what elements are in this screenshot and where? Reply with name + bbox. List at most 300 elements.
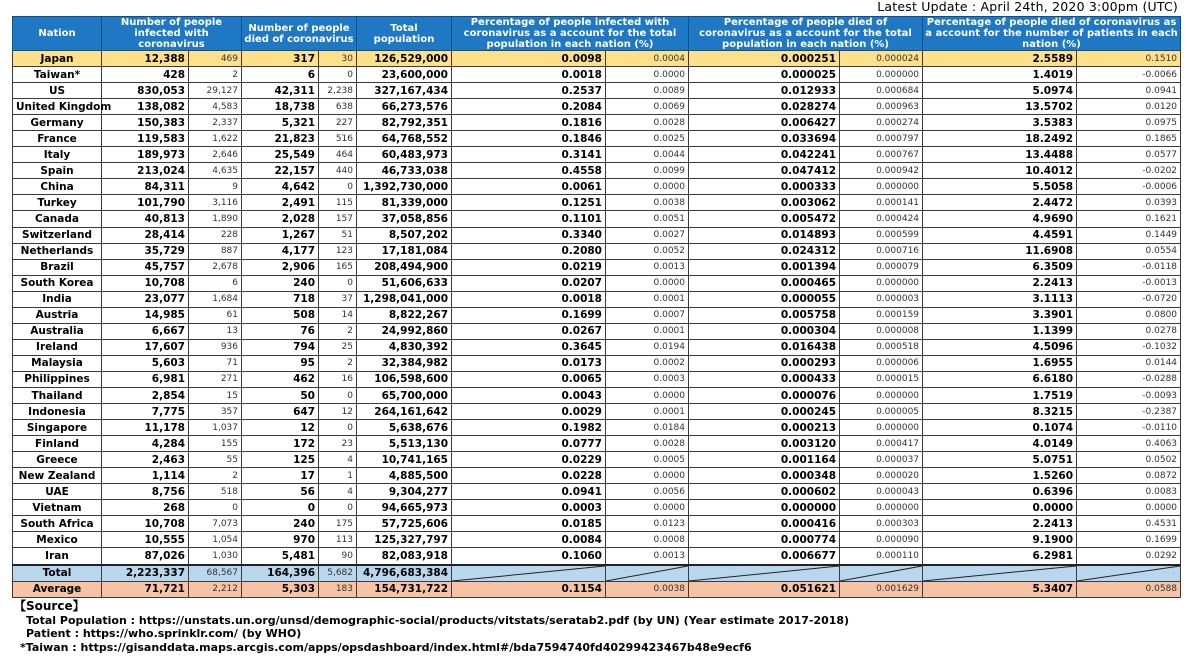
cell-died-pop-pct-change: 0.000003 [840, 291, 923, 307]
cell-total-population: 66,273,576 [357, 99, 452, 115]
cell-infected-pct: 0.0061 [452, 179, 606, 195]
cell-died: 794 [242, 339, 319, 355]
cell-died-patient-pct-change: 0.0554 [1077, 243, 1181, 259]
cell-infected-change: 71 [189, 355, 242, 371]
cell-died-pop-pct-change: 0.000000 [840, 420, 923, 436]
cell-died-patient-pct: 2.2413 [923, 275, 1077, 291]
cell-died-change: 30 [319, 51, 357, 67]
cell-died: 22,157 [242, 163, 319, 179]
cell-infected: 213,024 [102, 163, 189, 179]
cell-total-population: 4,830,392 [357, 339, 452, 355]
cell-nation: United Kingdom [13, 99, 102, 115]
table-row [13, 163, 1181, 179]
cell-died-change: 25 [319, 339, 357, 355]
cell-died: 42,311 [242, 83, 319, 99]
cell-died-patient-pct-change: -0.0720 [1077, 291, 1181, 307]
cell-nation: South Africa [13, 516, 102, 532]
cell-died-patient-pct: 2.5589 [923, 51, 1077, 67]
cell-died-pop-pct-change: 0.000684 [840, 83, 923, 99]
cell-died-patient-pct: 1.7519 [923, 387, 1077, 403]
cell-infected-change: 29,127 [189, 83, 242, 99]
cell-died-pop-pct-change: 0.000020 [840, 468, 923, 484]
cell-infected-pct-change: 0.0002 [606, 355, 689, 371]
cell-infected-change: 1,037 [189, 420, 242, 436]
cell-nation: Italy [13, 147, 102, 163]
total-infected: 2,223,337 [102, 565, 189, 582]
cell-died-patient-pct-change: -0.0093 [1077, 387, 1181, 403]
cell-died-patient-pct-change: 0.4063 [1077, 436, 1181, 452]
cell-died: 2,028 [242, 211, 319, 227]
cell-total-population: 17,181,084 [357, 243, 452, 259]
cell-died-patient-pct: 1.6955 [923, 355, 1077, 371]
cell-infected-change: 1,030 [189, 548, 242, 565]
cell-nation: Netherlands [13, 243, 102, 259]
cell-died-patient-pct: 5.0751 [923, 452, 1077, 468]
cell-infected: 11,178 [102, 420, 189, 436]
cell-total-population: 23,600,000 [357, 67, 452, 83]
table-row [13, 371, 1181, 387]
cell-total-population: 64,768,552 [357, 131, 452, 147]
cell-total-population: 5,638,676 [357, 420, 452, 436]
header-infected: Number of people infected with coronavirus [102, 17, 242, 51]
cell-died: 240 [242, 275, 319, 291]
cell-infected-pct: 0.0018 [452, 291, 606, 307]
cell-infected-change: 1,890 [189, 211, 242, 227]
cell-infected-pct: 0.0173 [452, 355, 606, 371]
cell-infected: 28,414 [102, 227, 189, 243]
cell-died-patient-pct: 3.5383 [923, 115, 1077, 131]
cell-died-pop-pct-change: 0.000942 [840, 163, 923, 179]
cell-died-change: 0 [319, 420, 357, 436]
cell-nation: UAE [13, 484, 102, 500]
cell-died-patient-pct: 0.0000 [923, 500, 1077, 516]
cell-total-population: 57,725,606 [357, 516, 452, 532]
cell-nation: South Korea [13, 275, 102, 291]
cell-total-population: 4,885,500 [357, 468, 452, 484]
cell-died-patient-pct: 5.0974 [923, 83, 1077, 99]
cell-died-patient-pct: 6.2981 [923, 548, 1077, 565]
cell-died-patient-pct-change: 0.0800 [1077, 307, 1181, 323]
cell-died-pop-pct: 0.001394 [689, 259, 840, 275]
cell-died-pop-pct: 0.000055 [689, 291, 840, 307]
cell-died-pop-pct: 0.000293 [689, 355, 840, 371]
cell-nation: Philippines [13, 371, 102, 387]
cell-died-change: 12 [319, 404, 357, 420]
cell-died: 508 [242, 307, 319, 323]
cell-nation: Indonesia [13, 404, 102, 420]
cell-infected-pct: 0.0003 [452, 500, 606, 516]
cell-died-pop-pct-change: 0.000159 [840, 307, 923, 323]
cell-nation: Finland [13, 436, 102, 452]
header-died: Number of people died of coronavirus [242, 17, 357, 51]
cell-died-pop-pct-change: 0.000037 [840, 452, 923, 468]
cell-infected-pct: 0.3340 [452, 227, 606, 243]
cell-infected-pct-change: 0.0056 [606, 484, 689, 500]
cell-died: 5,321 [242, 115, 319, 131]
cell-infected-pct: 0.0777 [452, 436, 606, 452]
table-row [13, 420, 1181, 436]
cell-died-patient-pct-change: 0.0083 [1077, 484, 1181, 500]
average-died-pop-pct-change: 0.001629 [840, 581, 923, 597]
cell-died-change: 464 [319, 147, 357, 163]
header-died-patients-percentage: Percentage of people died of coronavirus as a account for the number of patients in each nation (%) [923, 17, 1181, 51]
cell-infected-pct-change: 0.0013 [606, 548, 689, 565]
cell-infected-pct-change: 0.0001 [606, 291, 689, 307]
cell-died-pop-pct-change: 0.000000 [840, 275, 923, 291]
cell-died-patient-pct: 4.9690 [923, 211, 1077, 227]
cell-died-change: 227 [319, 115, 357, 131]
cell-infected-pct-change: 0.0194 [606, 339, 689, 355]
cell-infected-pct: 0.1101 [452, 211, 606, 227]
cell-died: 0 [242, 500, 319, 516]
cell-infected: 2,463 [102, 452, 189, 468]
cell-died-patient-pct: 9.1900 [923, 532, 1077, 548]
cell-died-pop-pct: 0.000774 [689, 532, 840, 548]
cell-infected-pct: 0.3645 [452, 339, 606, 355]
cell-nation: Turkey [13, 195, 102, 211]
cell-infected-pct: 0.1251 [452, 195, 606, 211]
cell-infected: 4,284 [102, 436, 189, 452]
cell-infected: 12,388 [102, 51, 189, 67]
cell-total-population: 60,483,973 [357, 147, 452, 163]
cell-died-patient-pct: 8.3215 [923, 404, 1077, 420]
table-row [13, 484, 1181, 500]
source-taiwan: *Taiwan : https://gisanddata.maps.arcgis.com/apps/opsdashboard/index.html#/bda7594740fd40299423467b48e9ecf6 [20, 640, 752, 654]
cell-died-pop-pct-change: 0.000716 [840, 243, 923, 259]
cell-died-pop-pct: 0.000433 [689, 371, 840, 387]
cell-infected-pct: 0.0219 [452, 259, 606, 275]
cell-infected: 14,985 [102, 307, 189, 323]
cell-infected: 10,708 [102, 275, 189, 291]
cell-died: 240 [242, 516, 319, 532]
cell-infected-pct-change: 0.0028 [606, 436, 689, 452]
cell-infected: 428 [102, 67, 189, 83]
table-row [13, 452, 1181, 468]
table-row [13, 131, 1181, 147]
cell-died-patient-pct-change: -0.0013 [1077, 275, 1181, 291]
cell-died-pop-pct: 0.016438 [689, 339, 840, 355]
total-empty-cell [840, 565, 923, 582]
header-nation: Nation [13, 17, 102, 51]
cell-infected-change: 7,073 [189, 516, 242, 532]
cell-infected: 17,607 [102, 339, 189, 355]
cell-nation: Iran [13, 548, 102, 565]
table-row [13, 355, 1181, 371]
cell-died-pop-pct: 0.014893 [689, 227, 840, 243]
cell-infected-pct: 0.3141 [452, 147, 606, 163]
cell-died-pop-pct: 0.006677 [689, 548, 840, 565]
cell-infected-pct: 0.2537 [452, 83, 606, 99]
cell-died: 125 [242, 452, 319, 468]
cell-infected-pct-change: 0.0000 [606, 387, 689, 403]
cell-total-population: 46,733,038 [357, 163, 452, 179]
cell-infected-pct-change: 0.0008 [606, 532, 689, 548]
cell-total-population: 82,083,918 [357, 548, 452, 565]
cell-infected: 40,813 [102, 211, 189, 227]
cell-infected-pct: 0.1060 [452, 548, 606, 565]
cell-died-patient-pct-change: -0.0110 [1077, 420, 1181, 436]
cell-died-patient-pct-change: 0.0941 [1077, 83, 1181, 99]
cell-nation: US [13, 83, 102, 99]
cell-died-change: 123 [319, 243, 357, 259]
cell-infected: 268 [102, 500, 189, 516]
cell-infected-change: 3,116 [189, 195, 242, 211]
cell-died-pop-pct: 0.001164 [689, 452, 840, 468]
cell-died-patient-pct-change: 0.1865 [1077, 131, 1181, 147]
cell-infected-change: 55 [189, 452, 242, 468]
cell-died-pop-pct: 0.000213 [689, 420, 840, 436]
cell-total-population: 8,507,202 [357, 227, 452, 243]
table-row [13, 404, 1181, 420]
cell-infected-pct-change: 0.0000 [606, 275, 689, 291]
cell-died-change: 440 [319, 163, 357, 179]
cell-nation: Austria [13, 307, 102, 323]
source-heading: 【Source】 [14, 599, 85, 613]
cell-died-pop-pct: 0.000416 [689, 516, 840, 532]
coronavirus-statistics-table [12, 16, 1181, 598]
cell-died-pop-pct: 0.012933 [689, 83, 840, 99]
table-row [13, 51, 1181, 67]
table-row [13, 468, 1181, 484]
total-empty-cell [1077, 565, 1181, 582]
cell-infected-pct: 0.0207 [452, 275, 606, 291]
cell-infected-change: 469 [189, 51, 242, 67]
cell-died-patient-pct: 18.2492 [923, 131, 1077, 147]
cell-died-pop-pct-change: 0.000008 [840, 323, 923, 339]
cell-infected-pct: 0.0029 [452, 404, 606, 420]
cell-died-pop-pct-change: 0.000767 [840, 147, 923, 163]
cell-nation: Singapore [13, 420, 102, 436]
cell-died-patient-pct-change: 0.0975 [1077, 115, 1181, 131]
cell-infected-pct-change: 0.0069 [606, 99, 689, 115]
cell-infected-pct: 0.2080 [452, 243, 606, 259]
total-infected-change: 68,567 [189, 565, 242, 582]
cell-infected-pct-change: 0.0025 [606, 131, 689, 147]
table-row [13, 147, 1181, 163]
cell-died-pop-pct: 0.000245 [689, 404, 840, 420]
average-infected-change: 2,212 [189, 581, 242, 597]
cell-died-pop-pct-change: 0.000006 [840, 355, 923, 371]
cell-died-pop-pct: 0.006427 [689, 115, 840, 131]
cell-died-pop-pct-change: 0.000110 [840, 548, 923, 565]
cell-total-population: 8,822,267 [357, 307, 452, 323]
cell-died-patient-pct-change: 0.1449 [1077, 227, 1181, 243]
cell-infected: 189,973 [102, 147, 189, 163]
cell-died-pop-pct-change: 0.000079 [840, 259, 923, 275]
cell-died-change: 37 [319, 291, 357, 307]
cell-total-population: 1,392,730,000 [357, 179, 452, 195]
cell-died-patient-pct: 1.1399 [923, 323, 1077, 339]
cell-died-patient-pct: 1.4019 [923, 67, 1077, 83]
cell-died-pop-pct: 0.005758 [689, 307, 840, 323]
cell-died-change: 0 [319, 179, 357, 195]
cell-died: 95 [242, 355, 319, 371]
cell-infected-pct: 0.0267 [452, 323, 606, 339]
cell-infected-pct-change: 0.0003 [606, 371, 689, 387]
cell-died: 718 [242, 291, 319, 307]
cell-infected-pct-change: 0.0123 [606, 516, 689, 532]
cell-died-change: 0 [319, 387, 357, 403]
cell-died-pop-pct-change: 0.000000 [840, 179, 923, 195]
cell-infected-pct-change: 0.0028 [606, 115, 689, 131]
cell-infected-change: 61 [189, 307, 242, 323]
cell-died-pop-pct: 0.003062 [689, 195, 840, 211]
cell-infected-pct-change: 0.0001 [606, 323, 689, 339]
cell-died-pop-pct: 0.024312 [689, 243, 840, 259]
average-nation: Average [13, 581, 102, 597]
cell-died-patient-pct-change: 0.1621 [1077, 211, 1181, 227]
table-row [13, 516, 1181, 532]
cell-died-pop-pct-change: 0.000424 [840, 211, 923, 227]
cell-infected-pct-change: 0.0001 [606, 404, 689, 420]
header-total-population: Total population [357, 17, 452, 51]
cell-total-population: 51,606,633 [357, 275, 452, 291]
cell-died-patient-pct-change: -0.0006 [1077, 179, 1181, 195]
cell-infected-change: 6 [189, 275, 242, 291]
cell-nation: Germany [13, 115, 102, 131]
cell-died-patient-pct-change: 0.4531 [1077, 516, 1181, 532]
cell-nation: Taiwan* [13, 67, 102, 83]
cell-infected-pct-change: 0.0052 [606, 243, 689, 259]
cell-died: 647 [242, 404, 319, 420]
cell-died-pop-pct: 0.047412 [689, 163, 840, 179]
cell-died: 56 [242, 484, 319, 500]
cell-died-pop-pct-change: 0.000417 [840, 436, 923, 452]
cell-infected-pct-change: 0.0005 [606, 452, 689, 468]
cell-died-pop-pct-change: 0.000303 [840, 516, 923, 532]
cell-infected-change: 4,635 [189, 163, 242, 179]
cell-died-pop-pct: 0.028274 [689, 99, 840, 115]
cell-infected-pct: 0.0065 [452, 371, 606, 387]
total-total-population: 4,796,683,384 [357, 565, 452, 582]
cell-died: 5,481 [242, 548, 319, 565]
cell-died-change: 0 [319, 67, 357, 83]
table-row [13, 243, 1181, 259]
table-row [13, 307, 1181, 323]
cell-died-patient-pct: 10.4012 [923, 163, 1077, 179]
cell-infected: 119,583 [102, 131, 189, 147]
table-row [13, 387, 1181, 403]
cell-died: 462 [242, 371, 319, 387]
cell-total-population: 24,992,860 [357, 323, 452, 339]
cell-infected: 10,555 [102, 532, 189, 548]
cell-nation: Malaysia [13, 355, 102, 371]
cell-died-pop-pct-change: 0.000518 [840, 339, 923, 355]
cell-infected-pct: 0.0185 [452, 516, 606, 532]
cell-infected: 84,311 [102, 179, 189, 195]
cell-infected-change: 15 [189, 387, 242, 403]
cell-died-pop-pct: 0.000348 [689, 468, 840, 484]
cell-died-patient-pct: 11.6908 [923, 243, 1077, 259]
cell-died-pop-pct-change: 0.000043 [840, 484, 923, 500]
cell-nation: Canada [13, 211, 102, 227]
cell-infected: 830,053 [102, 83, 189, 99]
cell-died-change: 16 [319, 371, 357, 387]
cell-died-pop-pct-change: 0.000599 [840, 227, 923, 243]
cell-infected: 5,603 [102, 355, 189, 371]
cell-infected-pct: 0.0228 [452, 468, 606, 484]
cell-died-patient-pct: 4.5096 [923, 339, 1077, 355]
cell-infected: 138,082 [102, 99, 189, 115]
cell-died-change: 165 [319, 259, 357, 275]
cell-infected-pct-change: 0.0027 [606, 227, 689, 243]
cell-died-pop-pct-change: 0.000000 [840, 500, 923, 516]
cell-died-pop-pct-change: 0.000005 [840, 404, 923, 420]
cell-died: 1,267 [242, 227, 319, 243]
cell-died-patient-pct: 5.5058 [923, 179, 1077, 195]
cell-infected-pct: 0.2084 [452, 99, 606, 115]
cell-died: 6 [242, 67, 319, 83]
cell-nation: Ireland [13, 339, 102, 355]
cell-died-patient-pct-change: 0.1699 [1077, 532, 1181, 548]
cell-died-patient-pct: 13.5702 [923, 99, 1077, 115]
cell-died-patient-pct: 4.4591 [923, 227, 1077, 243]
table-row [13, 548, 1181, 565]
cell-infected-pct-change: 0.0007 [606, 307, 689, 323]
cell-died-patient-pct: 4.0149 [923, 436, 1077, 452]
cell-infected-pct-change: 0.0000 [606, 179, 689, 195]
cell-infected: 35,729 [102, 243, 189, 259]
cell-total-population: 9,304,277 [357, 484, 452, 500]
cell-died-change: 638 [319, 99, 357, 115]
table-row [13, 195, 1181, 211]
source-population: Total Population : https://unstats.un.org/unsd/demographic-social/products/vitstats/seratab2.pdf (by UN) (Year estimate 2017-2018) [26, 613, 850, 627]
cell-nation: Brazil [13, 259, 102, 275]
cell-died-change: 175 [319, 516, 357, 532]
cell-died: 4,642 [242, 179, 319, 195]
cell-infected-change: 2,337 [189, 115, 242, 131]
table-row [13, 259, 1181, 275]
table-header-row [13, 17, 1181, 51]
cell-infected-pct: 0.0098 [452, 51, 606, 67]
cell-total-population: 106,598,600 [357, 371, 452, 387]
cell-died: 970 [242, 532, 319, 548]
cell-died: 12 [242, 420, 319, 436]
cell-died-patient-pct: 1.5260 [923, 468, 1077, 484]
cell-nation: Japan [13, 51, 102, 67]
cell-died-patient-pct-change: 0.0872 [1077, 468, 1181, 484]
cell-died: 2,491 [242, 195, 319, 211]
cell-infected-change: 155 [189, 436, 242, 452]
cell-infected-change: 2,646 [189, 147, 242, 163]
cell-infected-pct: 0.1982 [452, 420, 606, 436]
cell-total-population: 37,058,856 [357, 211, 452, 227]
cell-nation: Mexico [13, 532, 102, 548]
cell-died-pop-pct-change: 0.000274 [840, 115, 923, 131]
cell-infected: 6,981 [102, 371, 189, 387]
cell-died-patient-pct-change: 0.1510 [1077, 51, 1181, 67]
cell-died-change: 113 [319, 532, 357, 548]
cell-infected-pct-change: 0.0184 [606, 420, 689, 436]
cell-infected-change: 4,583 [189, 99, 242, 115]
cell-infected-change: 1,684 [189, 291, 242, 307]
table-row [13, 323, 1181, 339]
cell-died-pop-pct: 0.033694 [689, 131, 840, 147]
cell-total-population: 208,494,900 [357, 259, 452, 275]
table-row [13, 115, 1181, 131]
cell-infected-pct-change: 0.0044 [606, 147, 689, 163]
cell-died-patient-pct-change: -0.0066 [1077, 67, 1181, 83]
cell-infected-pct: 0.0941 [452, 484, 606, 500]
cell-died-pop-pct: 0.000465 [689, 275, 840, 291]
cell-died-pop-pct-change: 0.000015 [840, 371, 923, 387]
table-row [13, 275, 1181, 291]
cell-infected-pct: 0.0084 [452, 532, 606, 548]
header-died-population-percentage: Percentage of people died of coronavirus as a account for the total population in each nation (%) [689, 17, 923, 51]
cell-died-pop-pct: 0.000000 [689, 500, 840, 516]
cell-died: 25,549 [242, 147, 319, 163]
cell-infected-change: 1,622 [189, 131, 242, 147]
